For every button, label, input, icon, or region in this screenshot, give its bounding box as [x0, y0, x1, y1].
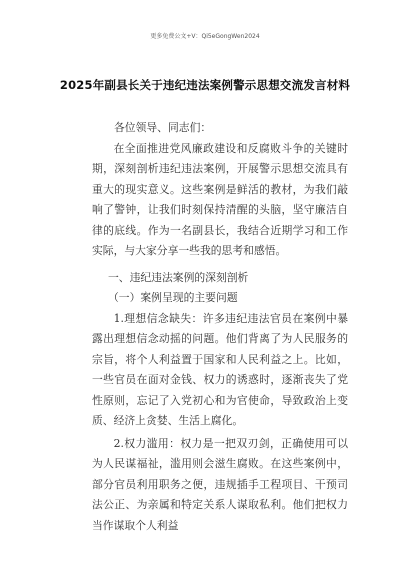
header-note: 更多免费公文+V：Qi5eGongWen2024	[150, 33, 260, 40]
section-heading: 一、违纪违法案例的深刻剖析	[108, 270, 249, 284]
salutation: 各位领导、同志们：	[114, 121, 212, 134]
item-paragraph-2: 2.权力滥用：权力是一把双刃剑，正确使用可以为人民谋福祉，滥用则会滋生腐败。在这些案例中，部分官员利用职务之便，违规插手工程项目、干预司法公正、为亲属和特定关系人谋取私利。他们把权力当作谋取个人利益	[92, 436, 348, 532]
item-paragraph-1: 1.理想信念缺失：许多违纪违法官员在案例中暴露出理想信念动摇的问题。他们背离了为人民服务的宗旨，将个人利益置于国家和人民利益之上。比如，一些官员在面对金钱、权力的诱惑时，逐渐丧失了党性原则，忘记了入党初心和为官使命，导致政治上变质、经济上贪婪、生活上腐化。	[92, 311, 348, 427]
intro-paragraph: 在全面推进党风廉政建设和反腐败斗争的关键时期，深刻剖析违纪违法案例，开展警示思想交流具有重大的现实意义。这些案例是鲜活的教材，为我们敲响了警钟，让我们时刻保持清醒的头脑，坚守廉洁自律的底线。作为一名副县长，我结合近期学习和工作实际，与大家分享一些我的思考和感悟。	[92, 141, 348, 257]
document-body	[92, 118, 348, 536]
document-title: 2025年副县长关于违纪违法案例警示思想交流发言材料	[59, 78, 351, 92]
subsection-heading: （一）案例呈现的主要问题	[108, 291, 238, 304]
